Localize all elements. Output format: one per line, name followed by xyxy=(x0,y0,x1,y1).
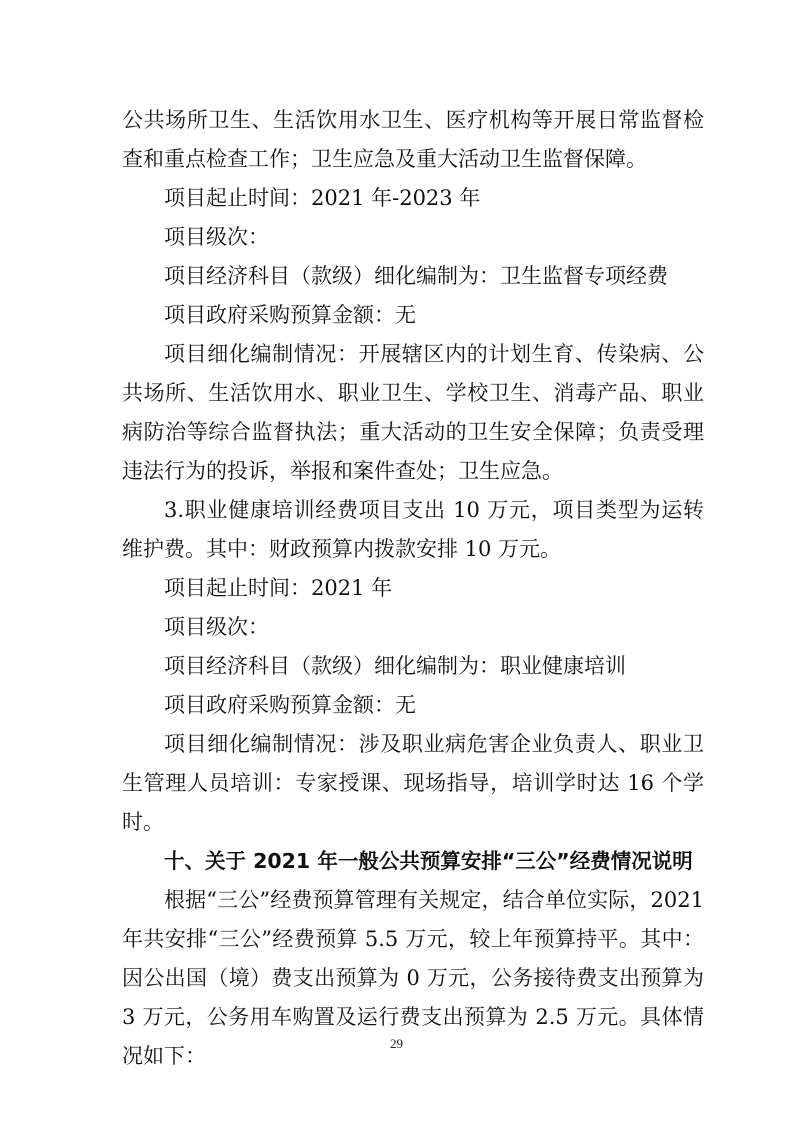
paragraph: 项目经济科目（款级）细化编制为：卫生监督专项经费 xyxy=(164,264,668,288)
paragraph: 项目级次： xyxy=(164,225,269,249)
paragraph: 项目政府采购预算金额：无 xyxy=(164,693,416,717)
paragraph: 3.职业健康培训经费项目支出 10 万元，项目类型为运转维护费。其中：财政预算内拨款安排 10 万元。 xyxy=(122,498,704,561)
body-text xyxy=(122,101,704,1076)
section-heading: 十、关于 2021 年一般公共预算安排“三公”经费情况说明 xyxy=(164,849,693,873)
paragraph: 根据“三公”经费预算管理有关规定，结合单位实际，2021 年共安排“三公”经费预算 5.5 万元，较上年预算持平。其中：因公出国（境）费支出预算为 0 万元，公务接待费支出预算为 3 万元，公务用车购置及运行费支出预算为 2.5 万元。具体情况如下： xyxy=(122,888,704,1068)
paragraph: 项目级次： xyxy=(164,615,269,639)
page-number: 29 xyxy=(390,1036,403,1051)
paragraph: 项目政府采购预算金额：无 xyxy=(164,303,416,327)
paragraph: 项目细化编制情况：涉及职业病危害企业负责人、职业卫生管理人员培训：专家授课、现场指导，培训学时达 16 个学时。 xyxy=(122,732,704,834)
paragraph: 项目起止时间：2021 年-2023 年 xyxy=(164,186,481,210)
paragraph: 项目经济科目（款级）细化编制为：职业健康培训 xyxy=(164,654,626,678)
paragraph: 项目细化编制情况：开展辖区内的计划生育、传染病、公共场所、生活饮用水、职业卫生、学校卫生、消毒产品、职业病防治等综合监督执法；重大活动的卫生安全保障；负责受理违法行为的投诉，举报和案件查处；卫生应急。 xyxy=(122,342,704,483)
paragraph: 项目起止时间：2021 年 xyxy=(164,576,393,600)
paragraph: 公共场所卫生、生活饮用水卫生、医疗机构等开展日常监督检查和重点检查工作；卫生应急及重大活动卫生监督保障。 xyxy=(122,108,704,171)
